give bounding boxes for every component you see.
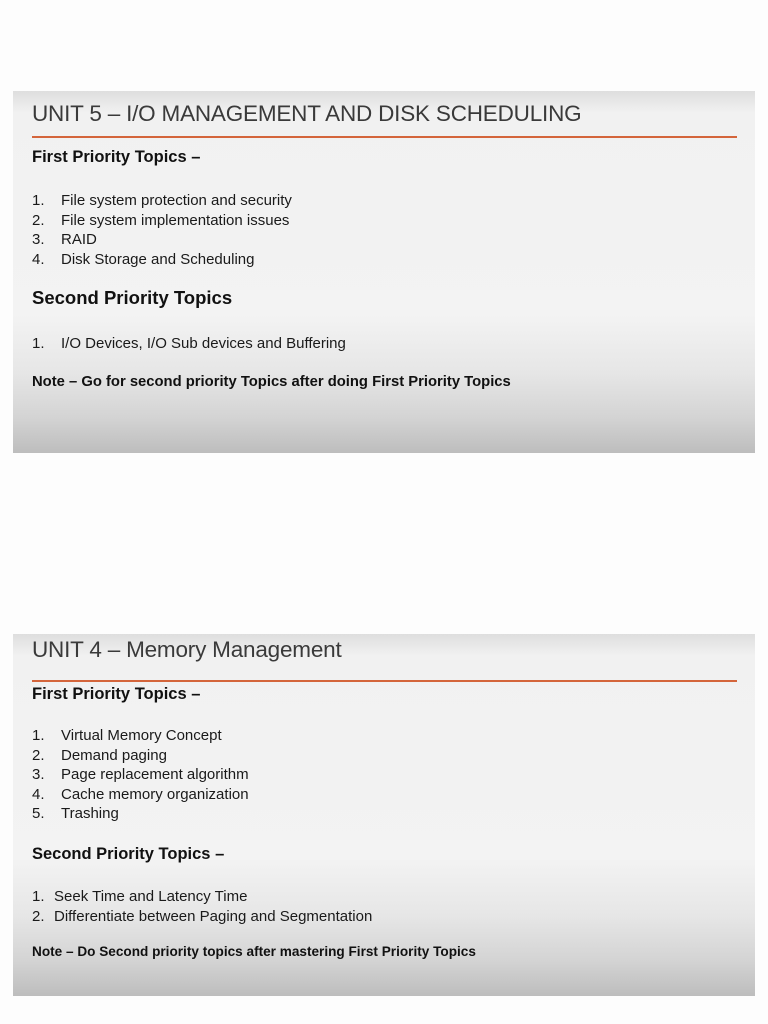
list-item: 2. Demand paging [32, 746, 167, 764]
first-priority-list [32, 726, 249, 824]
list-item: 1. Virtual Memory Concept [32, 727, 222, 744]
slide-title: UNIT 4 – Memory Management [32, 637, 342, 662]
second-priority-heading: Second Priority Topics – [32, 845, 225, 863]
list-item: 1. I/O Devices, I/O Sub devices and Buffering [32, 335, 346, 352]
title-underline [32, 136, 737, 138]
list-item: 2. File system implementation issues [32, 211, 290, 229]
note-text: Note – Go for second priority Topics after doing First Priority Topics [32, 374, 511, 390]
slide-title: UNIT 5 – I/O MANAGEMENT AND DISK SCHEDULING [32, 101, 582, 126]
note-text: Note – Do Second priority topics after mastering First Priority Topics [32, 944, 476, 959]
slide-unit-4 [13, 634, 755, 996]
slide-unit-5 [13, 91, 755, 453]
list-item: 2. Differentiate between Paging and Segmentation [32, 907, 373, 925]
first-priority-heading: First Priority Topics – [32, 148, 201, 166]
title-underline [32, 680, 737, 682]
second-priority-heading: Second Priority Topics [32, 287, 233, 308]
list-item: 3. Page replacement algorithm [32, 766, 249, 784]
list-item: 1. Seek Time and Latency Time [32, 888, 248, 905]
first-priority-heading: First Priority Topics – [32, 685, 201, 703]
second-priority-list [32, 887, 372, 926]
list-item: 5. Trashing [32, 805, 119, 823]
second-priority-list [32, 334, 346, 354]
first-priority-list [32, 191, 292, 269]
list-item: 1. File system protection and security [32, 192, 292, 209]
list-item: 3. RAID [32, 231, 97, 249]
list-item: 4. Cache memory organization [32, 785, 249, 803]
list-item: 4. Disk Storage and Scheduling [32, 250, 255, 268]
